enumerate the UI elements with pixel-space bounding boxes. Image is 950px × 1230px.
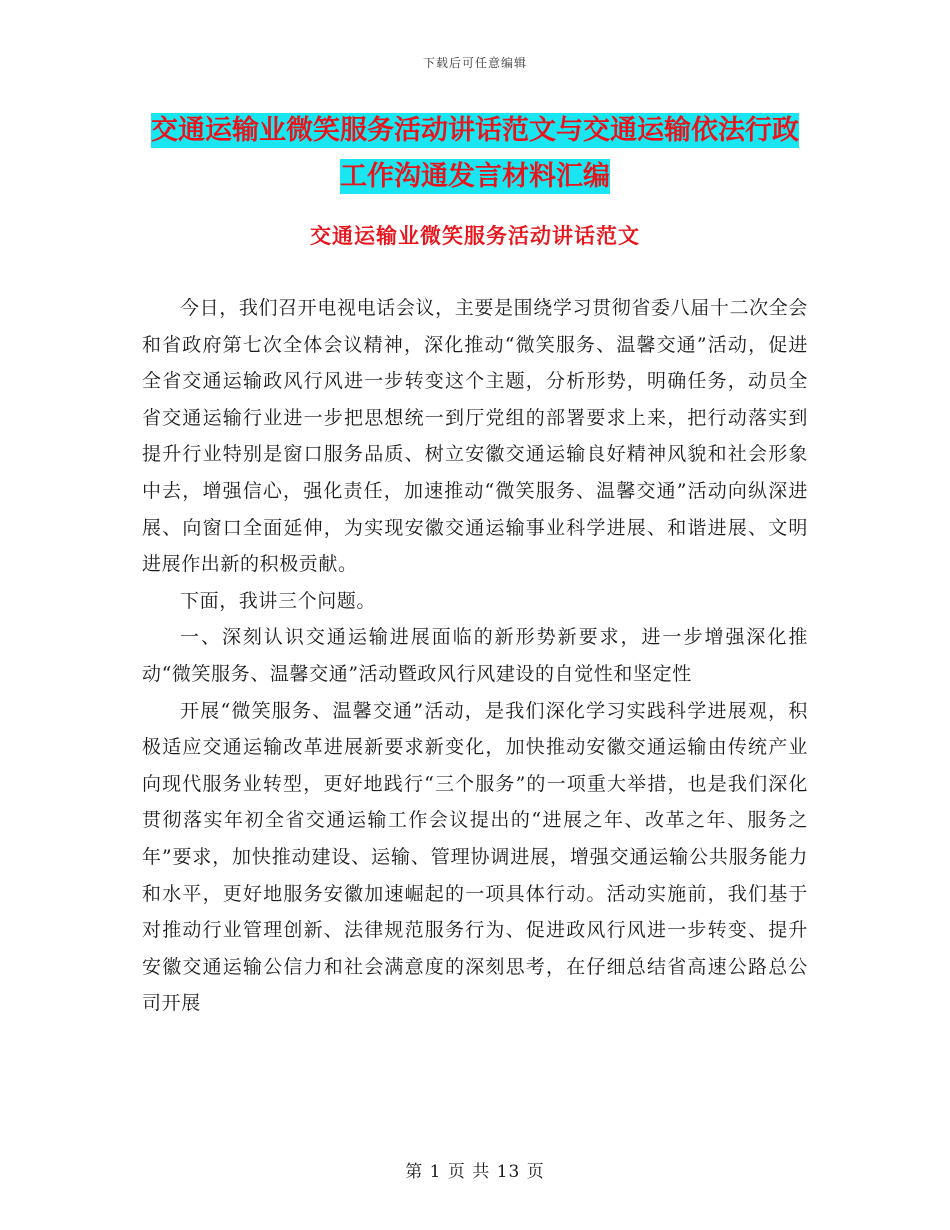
body-text: [142, 290, 808, 1022]
paragraph: 一、深刻认识交通运输进展面临的新形势新要求，进一步增强深化推动“微笑服务、温馨交通”活动暨政风行风建设的自觉性和坚定性: [142, 626, 808, 685]
section-title: 交通运输业微笑服务活动讲话范文: [310, 224, 640, 248]
paragraph: 下面，我讲三个问题。: [180, 589, 377, 612]
header-note: 下载后可任意编辑: [422, 56, 527, 70]
paragraph: 今日，我们召开电视电话会议，主要是围绕学习贯彻省委八届十二次全会和省政府第七次全体会议精神，深化推动“微笑服务、温馨交通”活动，促进全省交通运输政风行风进一步转变这个主题，分析形势，明确任务，动员全省交通运输行业进一步把思想统一到厅党组的部署要求上来，把行动落实到提升行业特别是窗口服务品质、树立安徽交通运输良好精神风貌和社会形象中去，增强信心，强化责任，加速推动“微笑服务、温馨交通”活动向纵深进展、向窗口全面延伸，为实现安徽交通运输事业科学进展、和谐进展、文明进展作出新的积极贡献。: [142, 297, 808, 576]
document-title-text: 交通运输业微笑服务活动讲话范文与交通运输依法行政工作沟通发言材料汇编: [151, 115, 799, 192]
page-number: 第 1 页 共 13 页: [405, 1162, 545, 1182]
document-title: [140, 108, 810, 200]
paragraph: 开展“微笑服务、温馨交通”活动，是我们深化学习实践科学进展观，积极适应交通运输改革进展新要求新变化，加快推动安徽交通运输由传统产业向现代服务业转型，更好地践行“三个服务”的一项重大举措，也是我们深化贯彻落实年初全省交通运输工作会议提出的“进展之年、改革之年、服务之年”要求，加快推动建设、运输、管理协调进展，增强交通运输公共服务能力和水平，更好地服务安徽加速崛起的一项具体行动。活动实施前，我们基于对推动行业管理创新、法律规范服务行为、促进政风行风进一步转变、提升安徽交通运输公信力和社会满意度的深刻思考，在仔细总结省高速公路总公司开展: [142, 699, 808, 1015]
